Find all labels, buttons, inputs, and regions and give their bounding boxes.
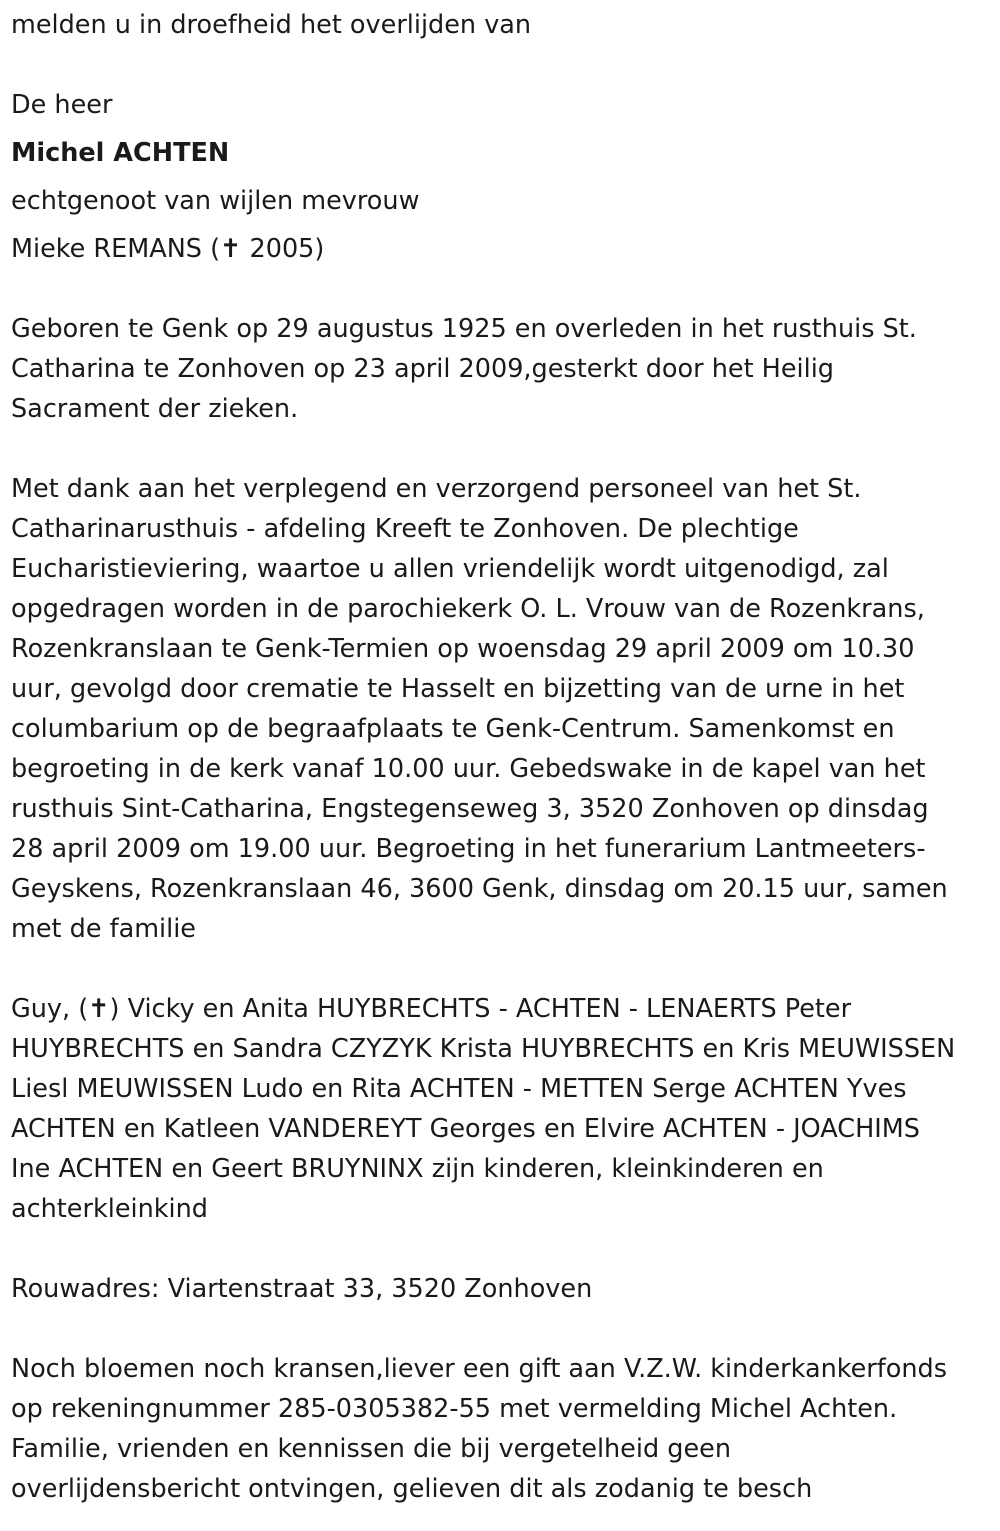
blank-line: [11, 1309, 992, 1349]
paragraph-line: ACHTEN en Katleen VANDEREYT Georges en Elvire ACHTEN - JOACHIMS: [11, 1114, 920, 1144]
salutation: De heer: [11, 90, 113, 120]
blank-line: [11, 269, 992, 309]
paragraph-line: HUYBRECHTS en Sandra CZYZYK Krista HUYBRECHTS en Kris MEUWISSEN: [11, 1034, 956, 1064]
birth-death-paragraph: [11, 309, 992, 429]
paragraph-line: Liesl MEUWISSEN Ludo en Rita ACHTEN - METTEN Serge ACHTEN Yves: [11, 1074, 907, 1104]
paragraph-line: met de familie: [11, 914, 196, 944]
paragraph-line: op rekeningnummer 285-0305382-55 met vermelding Michel Achten.: [11, 1394, 898, 1424]
paragraph-line: achterkleinkind: [11, 1194, 208, 1224]
family-paragraph: [11, 989, 992, 1229]
line-gap: [11, 173, 992, 181]
paragraph-line: Noch bloemen noch kransen,liever een gift aan V.Z.W. kinderkankerfonds: [11, 1354, 948, 1384]
blank-line: [11, 45, 992, 85]
paragraph-line: overlijdensbericht ontvingen, gelieven dit als zodanig te besch: [11, 1474, 813, 1504]
intro-line: melden u in droefheid het overlijden van: [11, 10, 532, 40]
paragraph-line: Catharina te Zonhoven op 23 april 2009,gesterkt door het Heilig: [11, 354, 834, 384]
paragraph-line: opgedragen worden in de parochiekerk O. L. Vrouw van de Rozenkrans,: [11, 594, 925, 624]
blank-line: [11, 429, 992, 469]
paragraph-line: Geyskens, Rozenkranslaan 46, 3600 Genk, dinsdag om 20.15 uur, samen: [11, 874, 948, 904]
paragraph-line: rusthuis Sint-Catharina, Engstegenseweg 3, 3520 Zonhoven op dinsdag: [11, 794, 929, 824]
mourning-address: Rouwadres: Viartenstraat 33, 3520 Zonhoven: [11, 1274, 593, 1304]
obituary-document: [0, 5, 1000, 1531]
paragraph-line: uur, gevolgd door crematie te Hasselt en bijzetting van de urne in het: [11, 674, 905, 704]
paragraph-line: Eucharistieviering, waartoe u allen vriendelijk wordt uitgenodigd, zal: [11, 554, 889, 584]
paragraph-line: Ine ACHTEN en Geert BRUYNINX zijn kinderen, kleinkinderen en: [11, 1154, 824, 1184]
paragraph-line: Familie, vrienden en kennissen die bij vergetelheid geen: [11, 1434, 731, 1464]
paragraph-line: columbarium op de begraafplaats te Genk-Centrum. Samenkomst en: [11, 714, 895, 744]
line-gap: [11, 125, 992, 133]
paragraph-line: Sacrament der zieken.: [11, 394, 299, 424]
line-gap: [11, 221, 992, 229]
deceased-name: Michel ACHTEN: [11, 138, 230, 168]
paragraph-line: Catharinarusthuis - afdeling Kreeft te Zonhoven. De plechtige: [11, 514, 799, 544]
closing-paragraph: [11, 1349, 992, 1509]
paragraph-line: Geboren te Genk op 29 augustus 1925 en overleden in het rusthuis St.: [11, 314, 917, 344]
paragraph-line: Rozenkranslaan te Genk-Termien op woensdag 29 april 2009 om 10.30: [11, 634, 915, 664]
paragraph-line: 28 april 2009 om 19.00 uur. Begroeting in het funerarium Lantmeeters-: [11, 834, 926, 864]
thanks-ceremony-paragraph: [11, 469, 992, 949]
paragraph-line: Met dank aan het verplegend en verzorgend personeel van het St.: [11, 474, 862, 504]
spouse-line-2: Mieke REMANS (✝ 2005): [11, 234, 325, 264]
blank-line: [11, 949, 992, 989]
spouse-line-1: echtgenoot van wijlen mevrouw: [11, 186, 420, 216]
paragraph-line: Guy, (✝) Vicky en Anita HUYBRECHTS - ACHTEN - LENAERTS Peter: [11, 994, 852, 1024]
blank-line: [11, 1229, 992, 1269]
paragraph-line: begroeting in de kerk vanaf 10.00 uur. Gebedswake in de kapel van het: [11, 754, 926, 784]
